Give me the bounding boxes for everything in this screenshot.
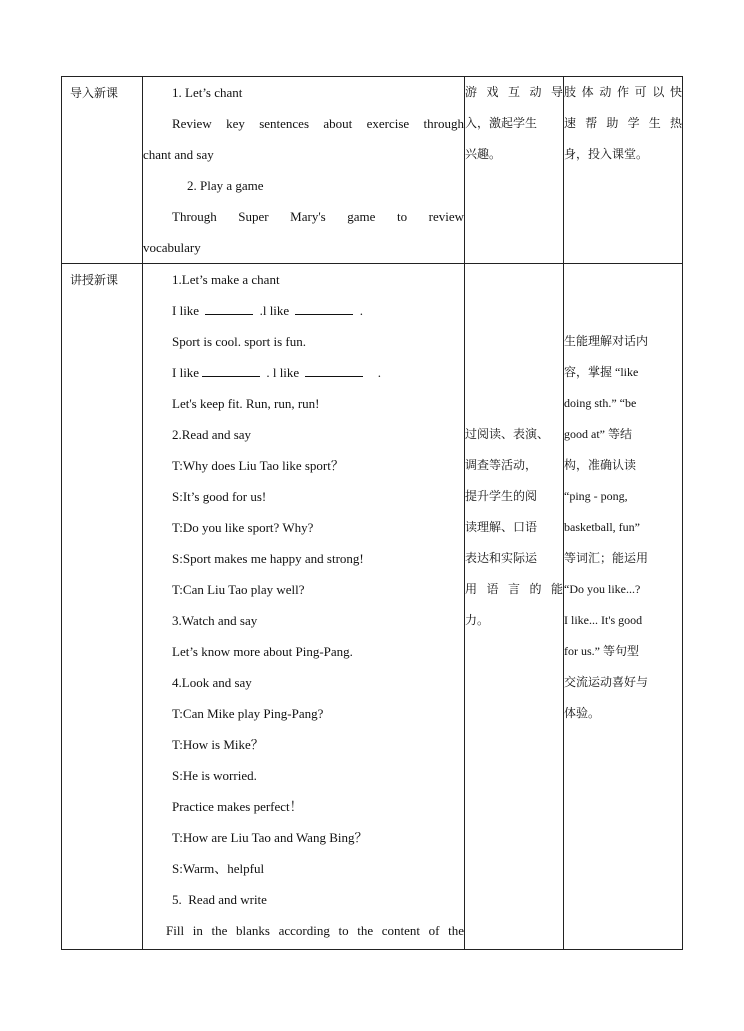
notes-line: “Do you like...?	[564, 582, 641, 596]
stage-label: 讲授新课	[70, 273, 119, 287]
purpose-line: 过阅读、表演、	[465, 427, 550, 441]
fill-blank	[305, 366, 363, 377]
activity-line: T:Can Mike play Ping-Pang?	[172, 706, 324, 721]
purpose-line: 用语言的能	[465, 582, 563, 596]
chant-line	[143, 295, 464, 326]
notes-line: 速帮助学生热	[564, 116, 682, 130]
notes-line: I like... It's good	[564, 613, 643, 627]
stage-cell	[62, 264, 143, 950]
activity-line: 2. Play a game	[187, 178, 264, 193]
purpose-line: 入，激起学生	[465, 116, 538, 130]
activity-line: Fill in the blanks according to the content of the	[166, 923, 464, 938]
purpose-line: 表达和实际运	[465, 551, 538, 565]
activity-line: Through Super Mary's game to review	[172, 209, 464, 224]
fill-blank	[202, 366, 260, 377]
notes-cell	[564, 264, 683, 950]
chant-text: .	[359, 303, 363, 318]
activity-line: chant and say	[143, 147, 214, 162]
activity-line: Sport is cool. sport is fun.	[172, 334, 306, 349]
activity-line: 4.Look and say	[172, 675, 252, 690]
stage-label: 导入新课	[70, 86, 119, 100]
activity-line: Practice makes perfect！	[172, 799, 303, 814]
table-row	[62, 77, 683, 264]
chant-text: . l like	[266, 365, 300, 380]
purpose-line: 读理解、口语	[465, 520, 538, 534]
chant-text: I like	[172, 303, 200, 318]
purpose-cell	[465, 77, 564, 264]
notes-cell	[564, 77, 683, 264]
activity-line: 2.Read and say	[172, 427, 252, 442]
chant-text: .	[377, 365, 381, 380]
fill-blank	[205, 304, 253, 315]
lesson-plan-table	[61, 76, 683, 950]
activity-line: 5. Read and write	[172, 892, 267, 907]
activity-line: Let’s know more about Ping-Pang.	[172, 644, 353, 659]
notes-line: 交流运动喜好与	[564, 675, 649, 689]
stage-cell	[62, 77, 143, 264]
notes-line: 身，投入课堂。	[564, 147, 649, 161]
purpose-line: 力。	[465, 613, 490, 627]
activity-line: T:How are Liu Tao and Wang Bing？	[172, 830, 368, 845]
purpose-line: 调查等活动，	[465, 458, 538, 472]
notes-line: 容，掌握 “like	[564, 365, 639, 379]
notes-line: doing sth.” “be	[564, 396, 637, 410]
activity-line: S:Sport makes me happy and strong!	[172, 551, 364, 566]
purpose-line: 提升学生的阅	[465, 489, 538, 503]
activity-line: S:It’s good for us!	[172, 489, 267, 504]
table-row	[62, 264, 683, 950]
notes-line: “ping - pong,	[564, 489, 628, 503]
activity-line: S:Warm、helpful	[172, 861, 265, 876]
notes-line: 肢体动作可以快	[564, 85, 682, 99]
activity-line: T:Do you like sport? Why?	[172, 520, 314, 535]
notes-line: basketball, fun”	[564, 520, 640, 534]
activity-line: Review key sentences about exercise through	[172, 116, 464, 131]
chant-text: .l like	[259, 303, 290, 318]
notes-line: 体验。	[564, 706, 601, 720]
notes-line: for us.” 等句型	[564, 644, 639, 658]
chant-text: I like	[172, 365, 200, 380]
activity-line: 1.Let’s make a chant	[172, 272, 280, 287]
activity-line: S:He is worried.	[172, 768, 257, 783]
purpose-cell	[465, 264, 564, 950]
notes-line: good at” 等结	[564, 427, 632, 441]
activity-cell	[143, 77, 465, 264]
notes-line: 等词汇；能运用	[564, 551, 649, 565]
activity-line: Let's keep fit. Run, run, run!	[172, 396, 320, 411]
activity-cell	[143, 264, 465, 950]
activity-line: T:How is Mike？	[172, 737, 264, 752]
notes-line: 生能理解对话内	[564, 334, 649, 348]
activity-line: T:Can Liu Tao play well?	[172, 582, 305, 597]
chant-line	[143, 357, 464, 388]
purpose-line: 游戏互动导	[465, 85, 563, 99]
activity-line: 1. Let’s chant	[172, 85, 243, 100]
notes-line: 构，准确认读	[564, 458, 637, 472]
activity-line: 3.Watch and say	[172, 613, 258, 628]
purpose-line: 兴趣。	[465, 147, 502, 161]
activity-line: T:Why does Liu Tao like sport？	[172, 458, 344, 473]
fill-blank	[295, 304, 353, 315]
activity-line: vocabulary	[143, 240, 201, 255]
